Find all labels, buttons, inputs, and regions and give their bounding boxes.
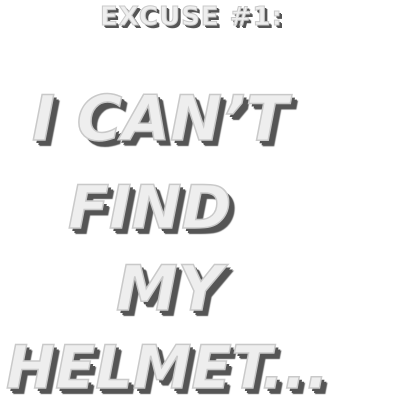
headline-line-4: HELMET... [6, 333, 329, 403]
headline-line-2: FIND [68, 173, 232, 243]
excuse-heading: EXCUSE #1: [100, 2, 283, 32]
headline-line-1: I CAN’T [32, 82, 288, 155]
headline-line-3: MY [116, 252, 223, 325]
